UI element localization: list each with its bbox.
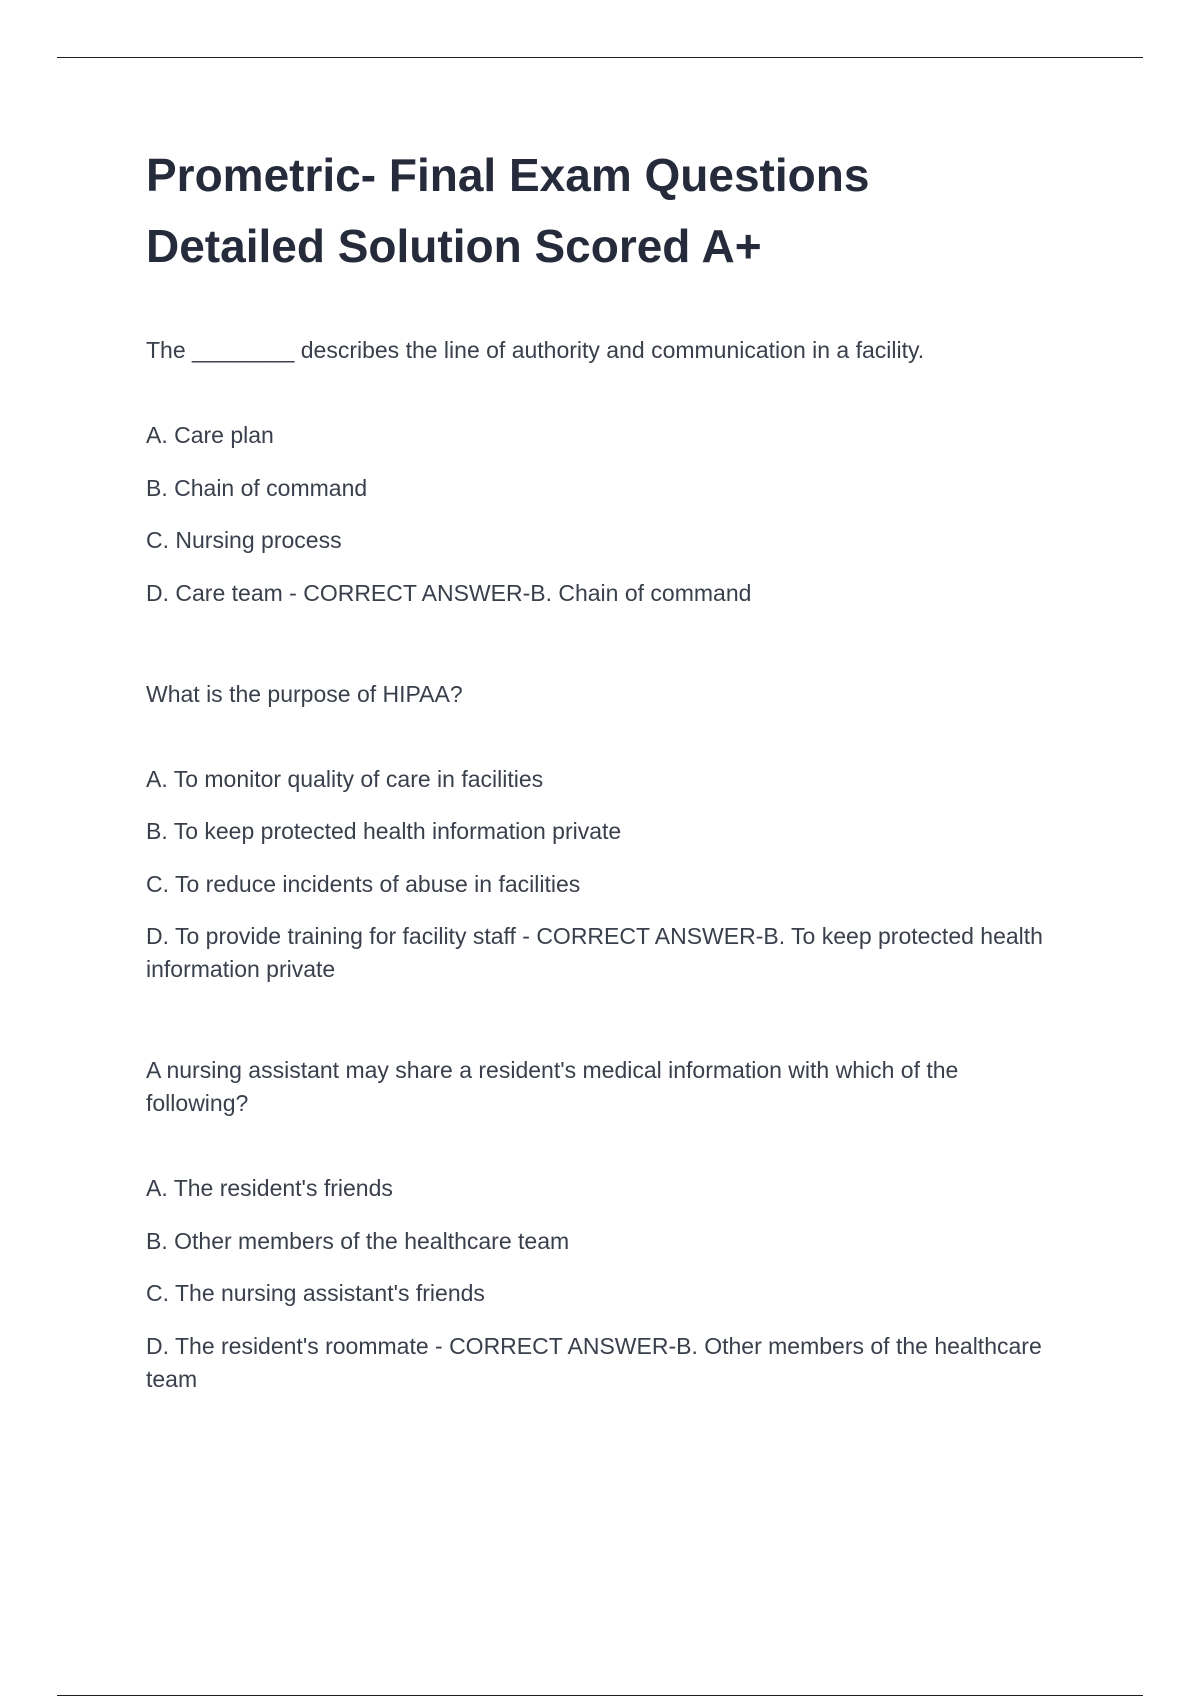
option-a: A. The resident's friends — [146, 1175, 393, 1201]
answer-options — [146, 419, 1046, 610]
option-c: C. The nursing assistant's friends — [146, 1280, 485, 1306]
option-c: C. To reduce incidents of abuse in facilities — [146, 870, 581, 897]
option-d-with-answer: D. To provide training for facility staff - CORRECT ANSWER-B. To keep protected health information private — [146, 923, 1043, 982]
question-prompt: What is the purpose of HIPAA? — [146, 680, 463, 707]
option-a: A. To monitor quality of care in facilities — [146, 765, 544, 792]
option-d-with-answer: D. Care team - CORRECT ANSWER-B. Chain of command — [146, 579, 752, 606]
document-body — [146, 140, 1046, 1464]
question-block-3 — [146, 1054, 1046, 1396]
document-title — [146, 140, 1046, 282]
option-d-with-answer: D. The resident's roommate - CORRECT ANSWER-B. Other members of the healthcare team — [146, 1332, 1042, 1392]
footer-rule — [57, 1695, 1143, 1696]
answer-options — [146, 763, 1046, 987]
question-prompt: A nursing assistant may share a resident's medical information with which of the following? — [146, 1057, 959, 1116]
option-c: C. Nursing process — [146, 527, 342, 553]
title-line-1: Prometric- Final Exam Questions — [146, 149, 870, 201]
answer-options — [146, 1172, 1046, 1396]
option-b: B. To keep protected health information private — [146, 818, 622, 844]
question-block-2 — [146, 678, 1046, 987]
option-a: A. Care plan — [146, 422, 274, 448]
option-b: B. Other members of the healthcare team — [146, 1227, 570, 1254]
option-b: B. Chain of command — [146, 474, 368, 501]
header-rule — [57, 57, 1143, 58]
question-block-1 — [146, 334, 1046, 610]
question-prompt: The ________ describes the line of authority and communication in a facility. — [146, 337, 925, 363]
title-line-2: Detailed Solution Scored A+ — [146, 220, 762, 272]
